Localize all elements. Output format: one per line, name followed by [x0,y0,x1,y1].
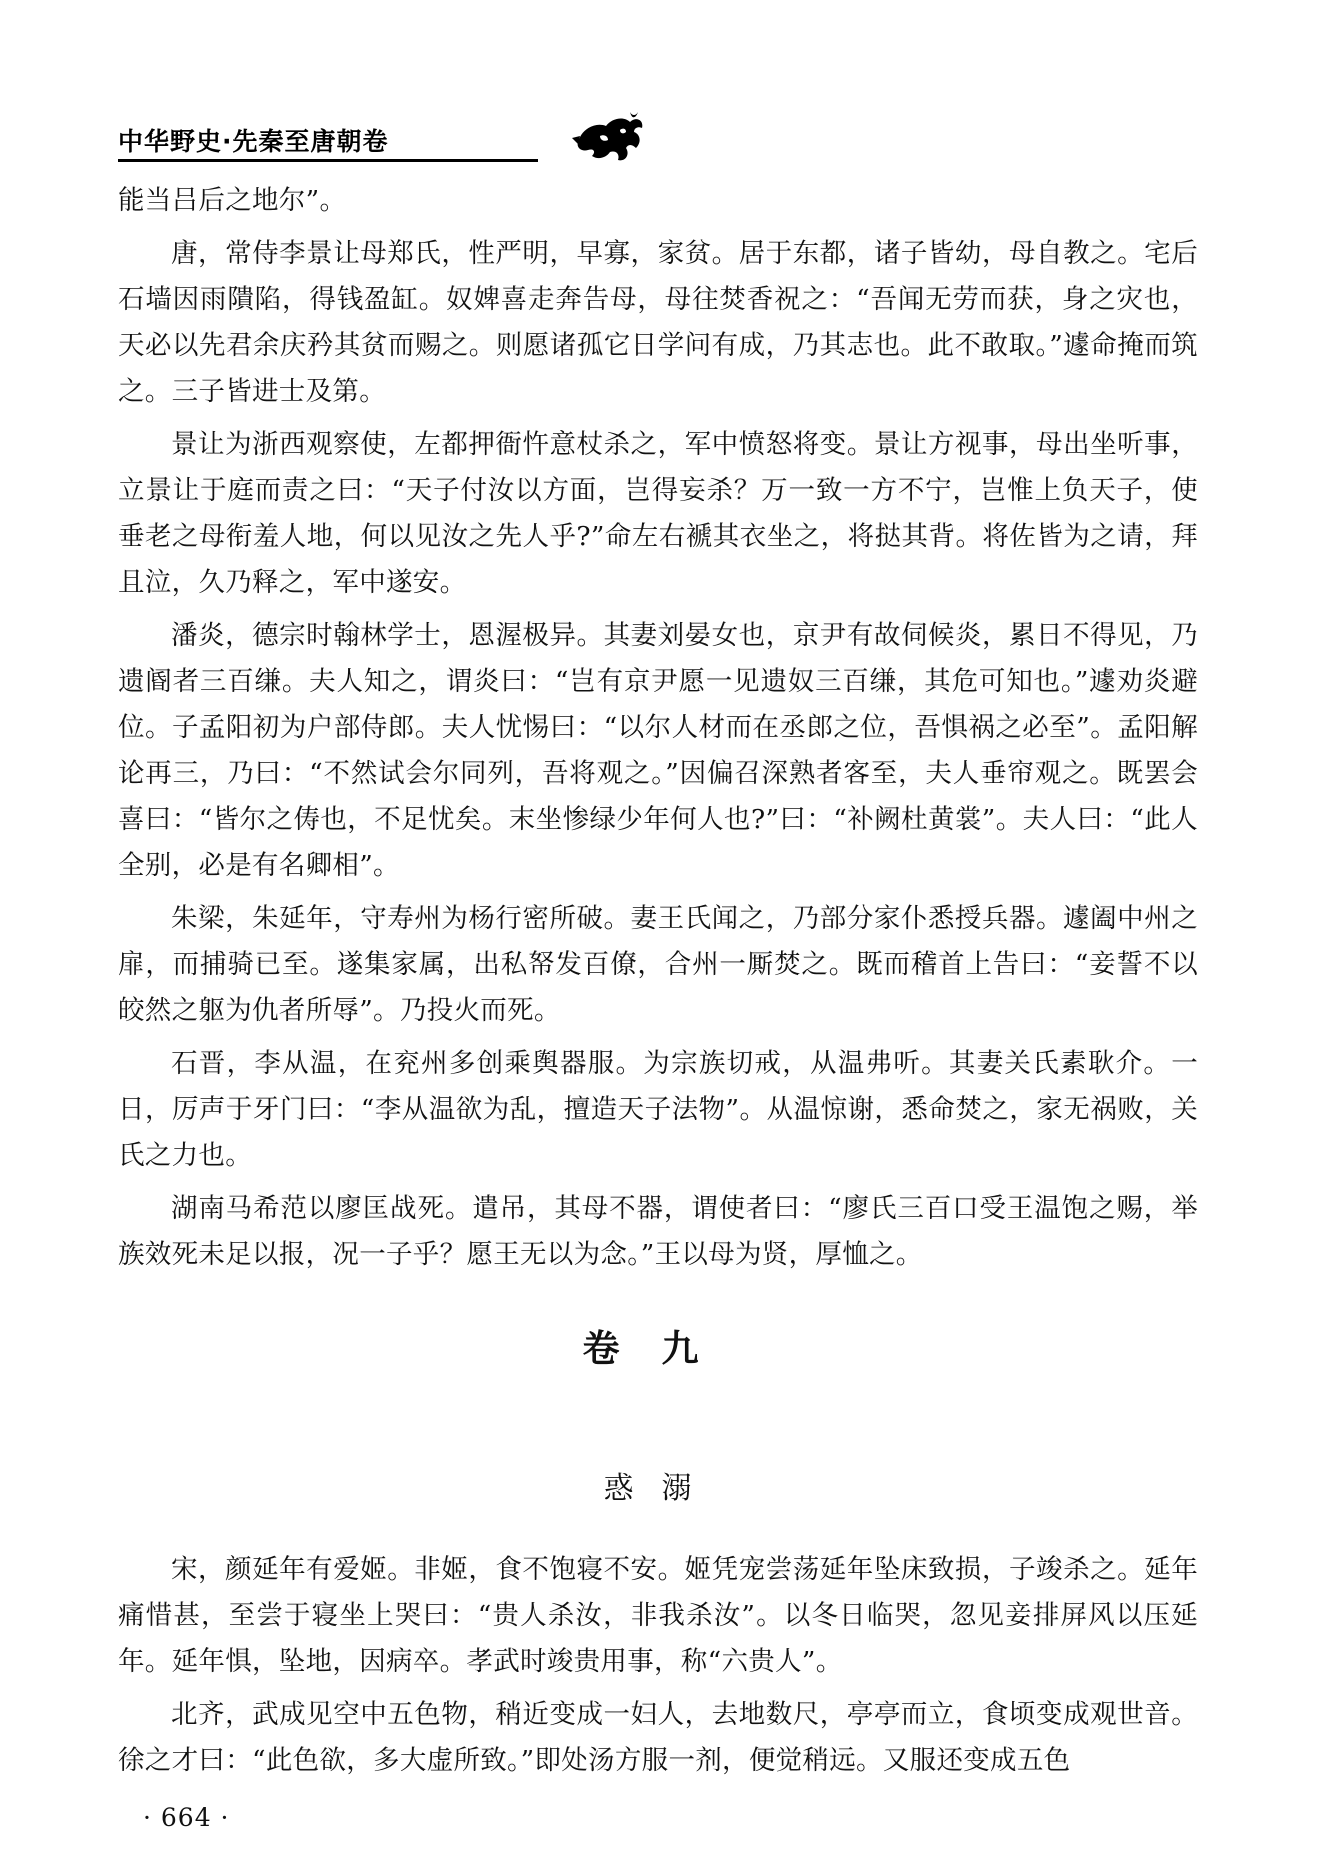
running-header [118,108,538,160]
volume-title: 卷九 [582,1327,741,1370]
main-text-top [118,178,1198,1285]
paragraph: 朱梁，朱延年，守寿州为杨行密所破。妻王氏闻之，乃部分家仆悉授兵器。遽阖中州之扉，而捕骑已至。遂集家属，出私帑发百僚，合州一厮焚之。既而稽首上告曰：“妾誓不以皎然之躯为仇者所辱”。乃投火而死。 [118,903,1198,1026]
dragon-emblem-icon [570,108,648,170]
main-text-bottom [118,1547,1198,1791]
paragraph: 景让为浙西观察使，左都押衙忤意杖杀之，军中愤怒将变。景让方视事，母出坐听事，立景让于庭而责之曰：“天子付汝以方面，岂得妄杀？万一致一方不宁，岂惟上负天子，使垂老之母衔羞人地，何以见汝之先人乎?”命左右褫其衣坐之，将挞其背。将佐皆为之请，拜且泣，久乃释之，军中遂安。 [118,429,1198,598]
chapter-title: 惑溺 [603,1471,720,1506]
paragraph: 宋，颜延年有爱姬。非姬，食不饱寝不安。姬凭宠尝荡延年坠床致损，子竣杀之。延年痛惜甚，至尝于寝坐上哭曰：“贵人杀汝，非我杀汝”。以冬日临哭，忽见妾排屏风以压延年。延年惧，坠地，因病卒。孝武时竣贵用事，称“六贵人”。 [118,1554,1198,1677]
page-number: · 664 · [143,1803,230,1832]
paragraph: 湖南马希范以廖匡战死。遣吊，其母不器，谓使者曰：“廖氏三百口受王温饱之赐，举族效死未足以报，况一子乎？愿王无以为念。”王以母为贤，厚恤之。 [118,1193,1198,1270]
paragraph: 石晋，李从温，在兖州多创乘舆器服。为宗族切戒，从温弗听。其妻关氏素耿介。一日，厉声于牙门曰：“李从温欲为乱，擅造天子法物”。从温惊谢，悉命焚之，家无祸败，关氏之力也。 [118,1048,1198,1171]
book-title: 中华野史·先秦至唐朝卷 [118,127,389,156]
paragraph: 能当吕后之地尔”。 [118,185,347,216]
header-rule [118,159,538,162]
paragraph: 北齐，武成见空中五色物，稍近变成一妇人，去地数尺，亭亭而立，食顷变成观世音。徐之才曰：“此色欲，多大虚所致。”即处汤方服一剂，便觉稍远。又服还变成五色 [118,1699,1198,1776]
paragraph: 潘炎，德宗时翰林学士，恩渥极异。其妻刘晏女也，京尹有故伺候炎，累日不得见，乃遗阍者三百缣。夫人知之，谓炎曰：“岂有京尹愿一见遗奴三百缣，其危可知也。”遽劝炎避位。子孟阳初为户部侍郎。夫人忧惕曰：“以尔人材而在丞郎之位，吾惧祸之必至”。孟阳解论再三，乃曰：“不然试会尔同列，吾将观之。”因偏召深熟者客至，夫人垂帘观之。既罢会喜曰：“皆尔之俦也，不足忧矣。末坐惨绿少年何人也?”曰：“补阙杜黄裳”。夫人曰：“此人全别，必是有名卿相”。 [118,620,1198,881]
paragraph: 唐，常侍李景让母郑氏，性严明，早寡，家贫。居于东都，诸子皆幼，母自教之。宅后石墙因雨隤陷，得钱盈缸。奴婢喜走奔告母，母往焚香祝之：“吾闻无劳而获，身之灾也，天必以先君余庆矜其贫而赐之。则愿诸孤它日学问有成，乃其志也。此不敢取。”遽命掩而筑之。三子皆进士及第。 [118,238,1198,407]
